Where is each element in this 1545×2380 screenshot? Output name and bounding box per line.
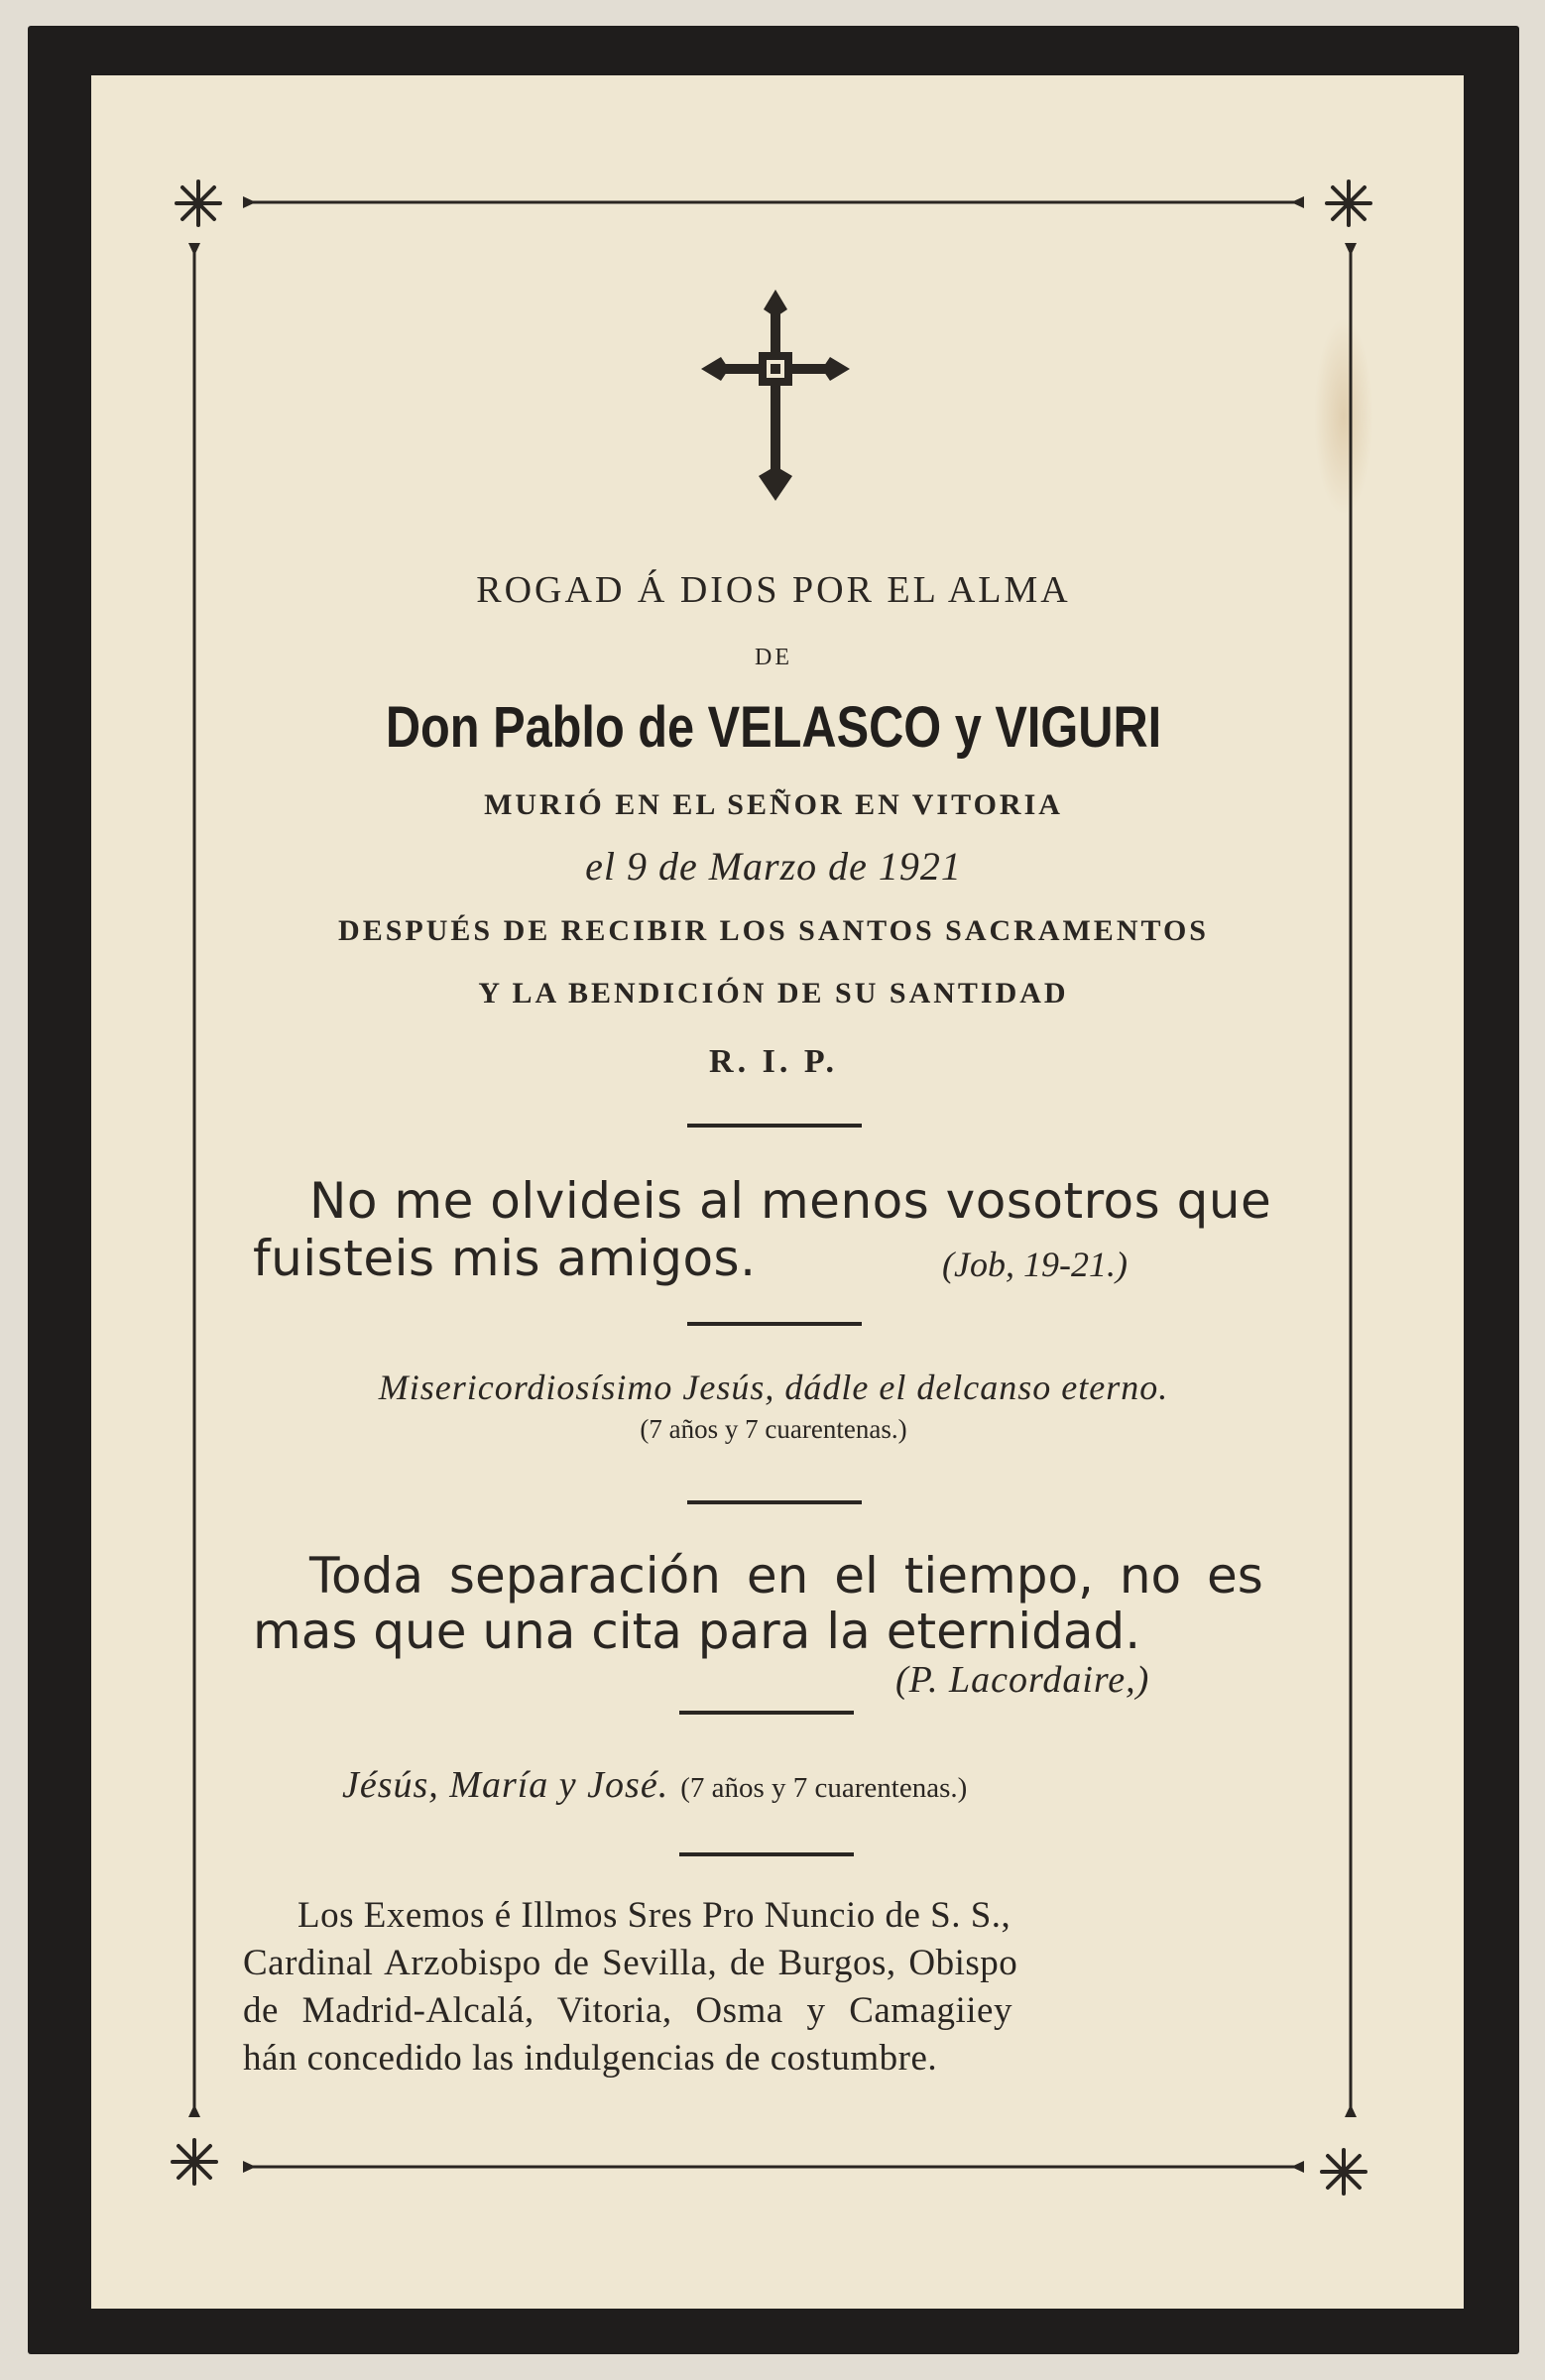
indulgence-line2: Cardinal Arzobispo de Sevilla, de Burgos, Obispo — [243, 1943, 1018, 1983]
indulgence-line4: hán concedido las indulgencias de costumbre. — [243, 2038, 938, 2079]
divider — [679, 1711, 854, 1715]
prayer-de: DE — [755, 645, 792, 670]
quote-lacordaire-source: (P. Lacordaire,) — [895, 1659, 1150, 1701]
indulgence-line1: Los Exemos é Illmos Sres Pro Nuncio de S. S., — [297, 1895, 1011, 1936]
blessing-line: Y LA BENDICIÓN DE SU SANTIDAD — [478, 977, 1069, 1010]
indulgence-line3: de Madrid-Alcalá, Vitoria, Osma y Camagiiey — [243, 1990, 1012, 2031]
sacraments-line: DESPUÉS DE RECIBIR LOS SANTOS SACRAMENTOS — [338, 914, 1209, 947]
deceased-name: Don Pablo de VELASCO y VIGURI — [385, 695, 1162, 760]
quote-job-line2: fuisteis mis amigos. — [253, 1230, 757, 1287]
prayer-heading: ROGAD Á DIOS POR EL ALMA — [476, 569, 1071, 611]
jaculatory-jesus-note: (7 años y 7 cuarentenas.) — [640, 1414, 907, 1444]
quote-job-line1: No me olvideis al menos vosotros que — [309, 1172, 1272, 1230]
jaculatory-holy-family-note: (7 años y 7 cuarentenas.) — [680, 1772, 968, 1804]
jaculatory-holy-family — [342, 1763, 967, 1807]
divider — [679, 1852, 854, 1856]
death-place: MURIÓ EN EL SEÑOR EN VITORIA — [484, 788, 1063, 821]
divider — [687, 1322, 862, 1326]
quote-lacordaire-line1: Toda separación en el tiempo, no es — [309, 1547, 1263, 1605]
jaculatory-jesus: Misericordiosísimo Jesús, dádle el delcanso eterno. — [378, 1368, 1169, 1407]
quote-job-source: (Job, 19-21.) — [942, 1245, 1128, 1284]
quote-lacordaire-line2: mas que una cita para la eternidad. — [253, 1603, 1141, 1660]
jaculatory-holy-family-text: Jésús, María y José. — [342, 1764, 669, 1806]
death-date: el 9 de Marzo de 1921 — [585, 844, 962, 889]
divider — [687, 1124, 862, 1128]
rip: R. I. P. — [709, 1043, 838, 1080]
divider — [687, 1500, 862, 1504]
